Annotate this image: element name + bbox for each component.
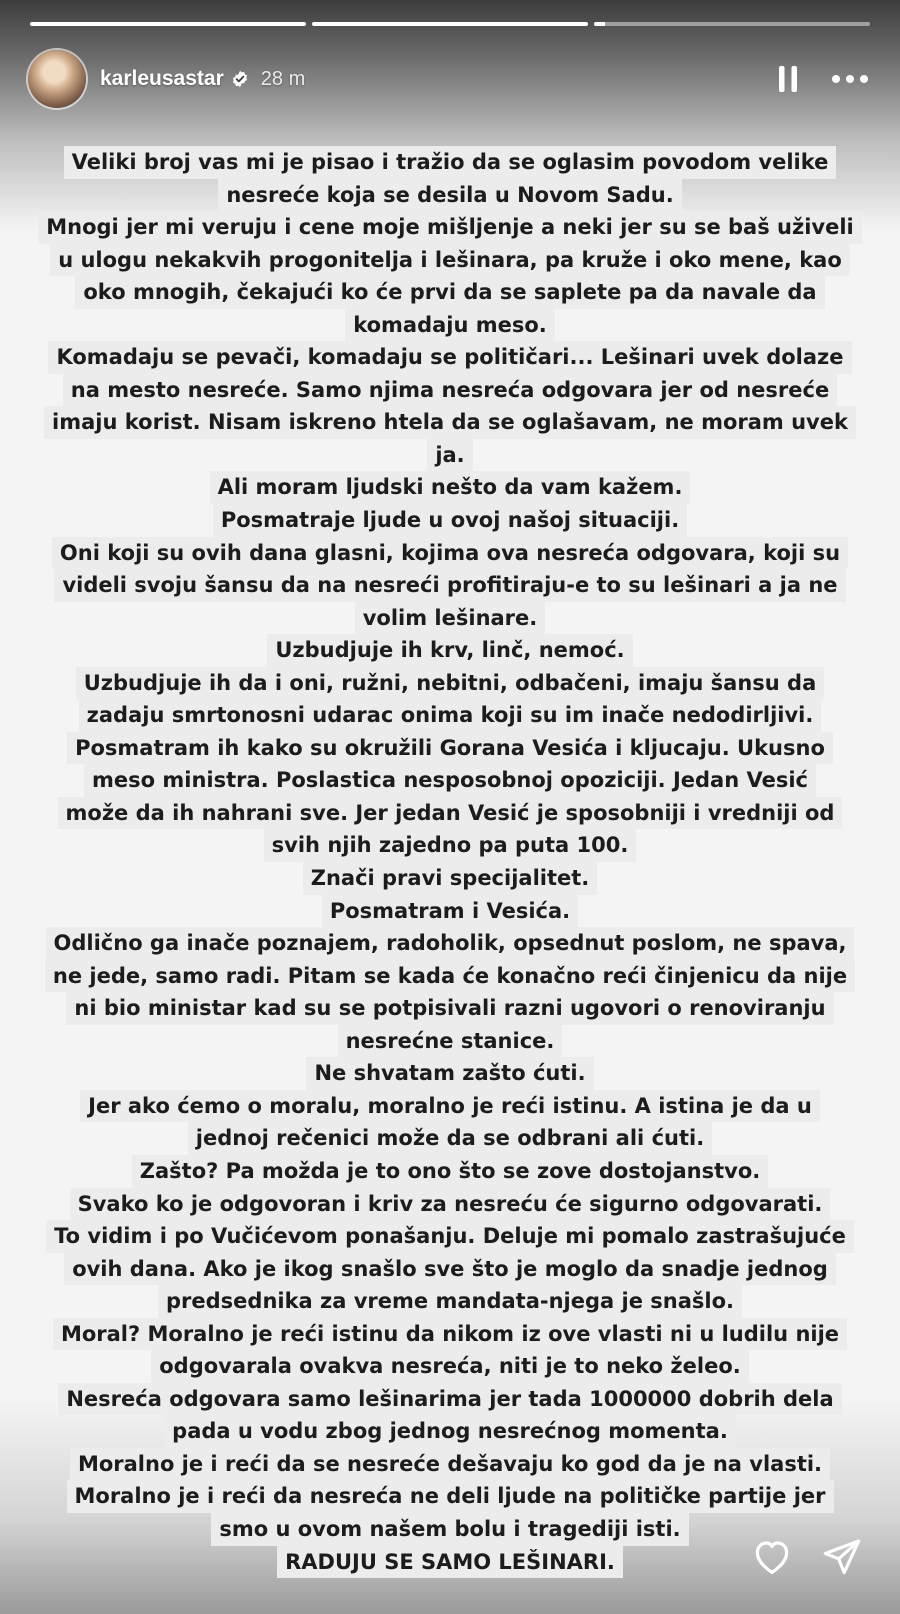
story-text-line: Zašto? Pa možda je to ono što se zove dostojanstvo.	[132, 1155, 768, 1188]
story-text-line: nesrećne stanice.	[338, 1025, 563, 1058]
story-text-line: Jer ako ćemo o moralu, moralno je reći istinu. A istina je da u	[80, 1090, 820, 1123]
story-text-line: Znači pravi specijalitet.	[303, 862, 598, 895]
story-text-line: zadaju smrtonosni udarac onima koji su im inače nedodirljivi.	[79, 699, 822, 732]
story-text-line: ja.	[427, 439, 472, 472]
story-text-line: odgovarala ovakva nesreća, niti je to neko želeo.	[151, 1350, 748, 1383]
story-text-line: komadaju meso.	[345, 309, 555, 342]
story-text-line: smo u ovom našem bolu i tragediji isti.	[211, 1513, 688, 1546]
story-text-line: Posmatram i Vesića.	[322, 895, 578, 928]
story-text-line: Ali moram ljudski nešto da vam kažem.	[210, 471, 691, 504]
story-text-line: ni bio ministar kad su se potpisivali razni ugovori o renoviranju	[66, 992, 833, 1025]
story-text-line: Komadaju se pevači, komadaju se političari... Lešinari uvek dolaze	[48, 341, 851, 374]
progress-segment	[594, 22, 870, 26]
progress-segment	[312, 22, 588, 26]
story-text-line: Uzbudjuje ih da i oni, ružni, nebitni, odbačeni, imaju šansu da	[76, 667, 825, 700]
send-icon	[822, 1536, 862, 1576]
story-text-line: Posmatraje ljude u ovoj našoj situaciji.	[213, 504, 687, 537]
story-text-line: na mesto nesreće. Samo njima nesreća odgovara jer od nesreće	[63, 374, 837, 407]
story-text-line: imaju korist. Nisam iskreno htela da se oglašavam, ne moram uvek	[44, 406, 856, 439]
heart-icon	[751, 1537, 793, 1575]
story-text-line: RADUJU SE SAMO LEŠINARI.	[277, 1546, 623, 1579]
story-text-line: volim lešinare.	[355, 602, 546, 635]
story-text-line: svih njih zajedno pa puta 100.	[264, 829, 637, 862]
share-button[interactable]	[820, 1534, 864, 1578]
progress-fill	[594, 22, 605, 26]
story-text-line: Oni koji su ovih dana glasni, kojima ova nesreća odgovara, koji su	[52, 537, 848, 570]
story-progress	[30, 22, 870, 27]
more-icon	[831, 74, 869, 84]
like-button[interactable]	[750, 1534, 794, 1578]
progress-fill	[30, 22, 306, 26]
progress-segment	[30, 22, 306, 26]
story-text-line: Veliki broj vas mi je pisao i tražio da se oglasim povodom velike	[64, 146, 837, 179]
avatar[interactable]	[28, 50, 86, 108]
story-text-line: Uzbudjuje ih krv, linč, nemoć.	[267, 634, 632, 667]
story-text-line: Moralno je i reći da se nesreće dešavaju ko god da je na vlasti.	[70, 1448, 830, 1481]
story-actions	[750, 1534, 864, 1578]
story-text-line: pada u vodu zbog jednog nesrećnog momenta.	[164, 1415, 736, 1448]
post-time: 28 m	[260, 67, 306, 90]
pause-button[interactable]	[768, 59, 808, 99]
story-text-line: ovih dana. Ako je ikog snašlo sve što je moglo da snadje jednog	[64, 1253, 836, 1286]
story-text-line: Moralno je i reći da nesreća ne deli ljude na političke partije jer	[67, 1480, 834, 1513]
story-text-line: Odlično ga inače poznajem, radoholik, opsednut poslom, ne spava,	[46, 927, 855, 960]
story-header	[28, 48, 872, 110]
story-text-line: Ne shvatam zašto ćuti.	[306, 1057, 593, 1090]
story-text-line: Posmatram ih kako su okružili Gorana Vesića i kljucaju. Ukusno	[67, 732, 833, 765]
story-text-line: oko mnogih, čekajući ko će prvi da se saplete pa da navale da	[75, 276, 824, 309]
story-text-line: nesreće koja se desila u Novom Sadu.	[218, 179, 681, 212]
story-text-line: Nesreća odgovara samo lešinarima jer tada 1000000 dobrih dela	[58, 1383, 841, 1416]
story-text-line: jednoj rečenici može da se odbrani ali ćuti.	[188, 1122, 712, 1155]
story-text-line: meso ministra. Poslastica nesposobnoj opoziciji. Jedan Vesić	[84, 764, 816, 797]
story-text-line: u ulogu nekakvih progonitelja i lešinara, pa kruže i oko mene, kao	[50, 244, 850, 277]
story-text-line: Mnogi jer mi veruju i cene moje mišljenje a neki jer su se baš uživeli	[38, 211, 862, 244]
story-text-line: videli svoju šansu da na nesreći profitiraju-e to su lešinari a ja ne	[54, 569, 845, 602]
more-options-button[interactable]	[828, 59, 872, 99]
pause-icon	[778, 65, 798, 93]
username[interactable]: karleusastar	[100, 67, 224, 90]
progress-fill	[312, 22, 588, 26]
story-text-line: To vidim i po Vučićevom ponašanju. Deluje mi pomalo zastrašujuće	[46, 1220, 854, 1253]
story-text-line: predsednika za vreme mandata-njega je snašlo.	[158, 1285, 742, 1318]
story-text	[8, 146, 892, 1578]
story-text-line: ne jede, samo radi. Pitam se kada će konačno reći činjenicu da nije	[45, 960, 855, 993]
story-text-line: može da ih nahrani sve. Jer jedan Vesić je sposobniji i vredniji od	[58, 797, 843, 830]
verified-badge-icon	[231, 70, 249, 88]
story-text-line: Moral? Moralno je reći istinu da nikom iz ove vlasti ni u ludilu nije	[53, 1318, 847, 1351]
story-text-line: Svako ko je odgovoran i kriv za nesreću će sigurno odgovarati.	[70, 1188, 831, 1221]
